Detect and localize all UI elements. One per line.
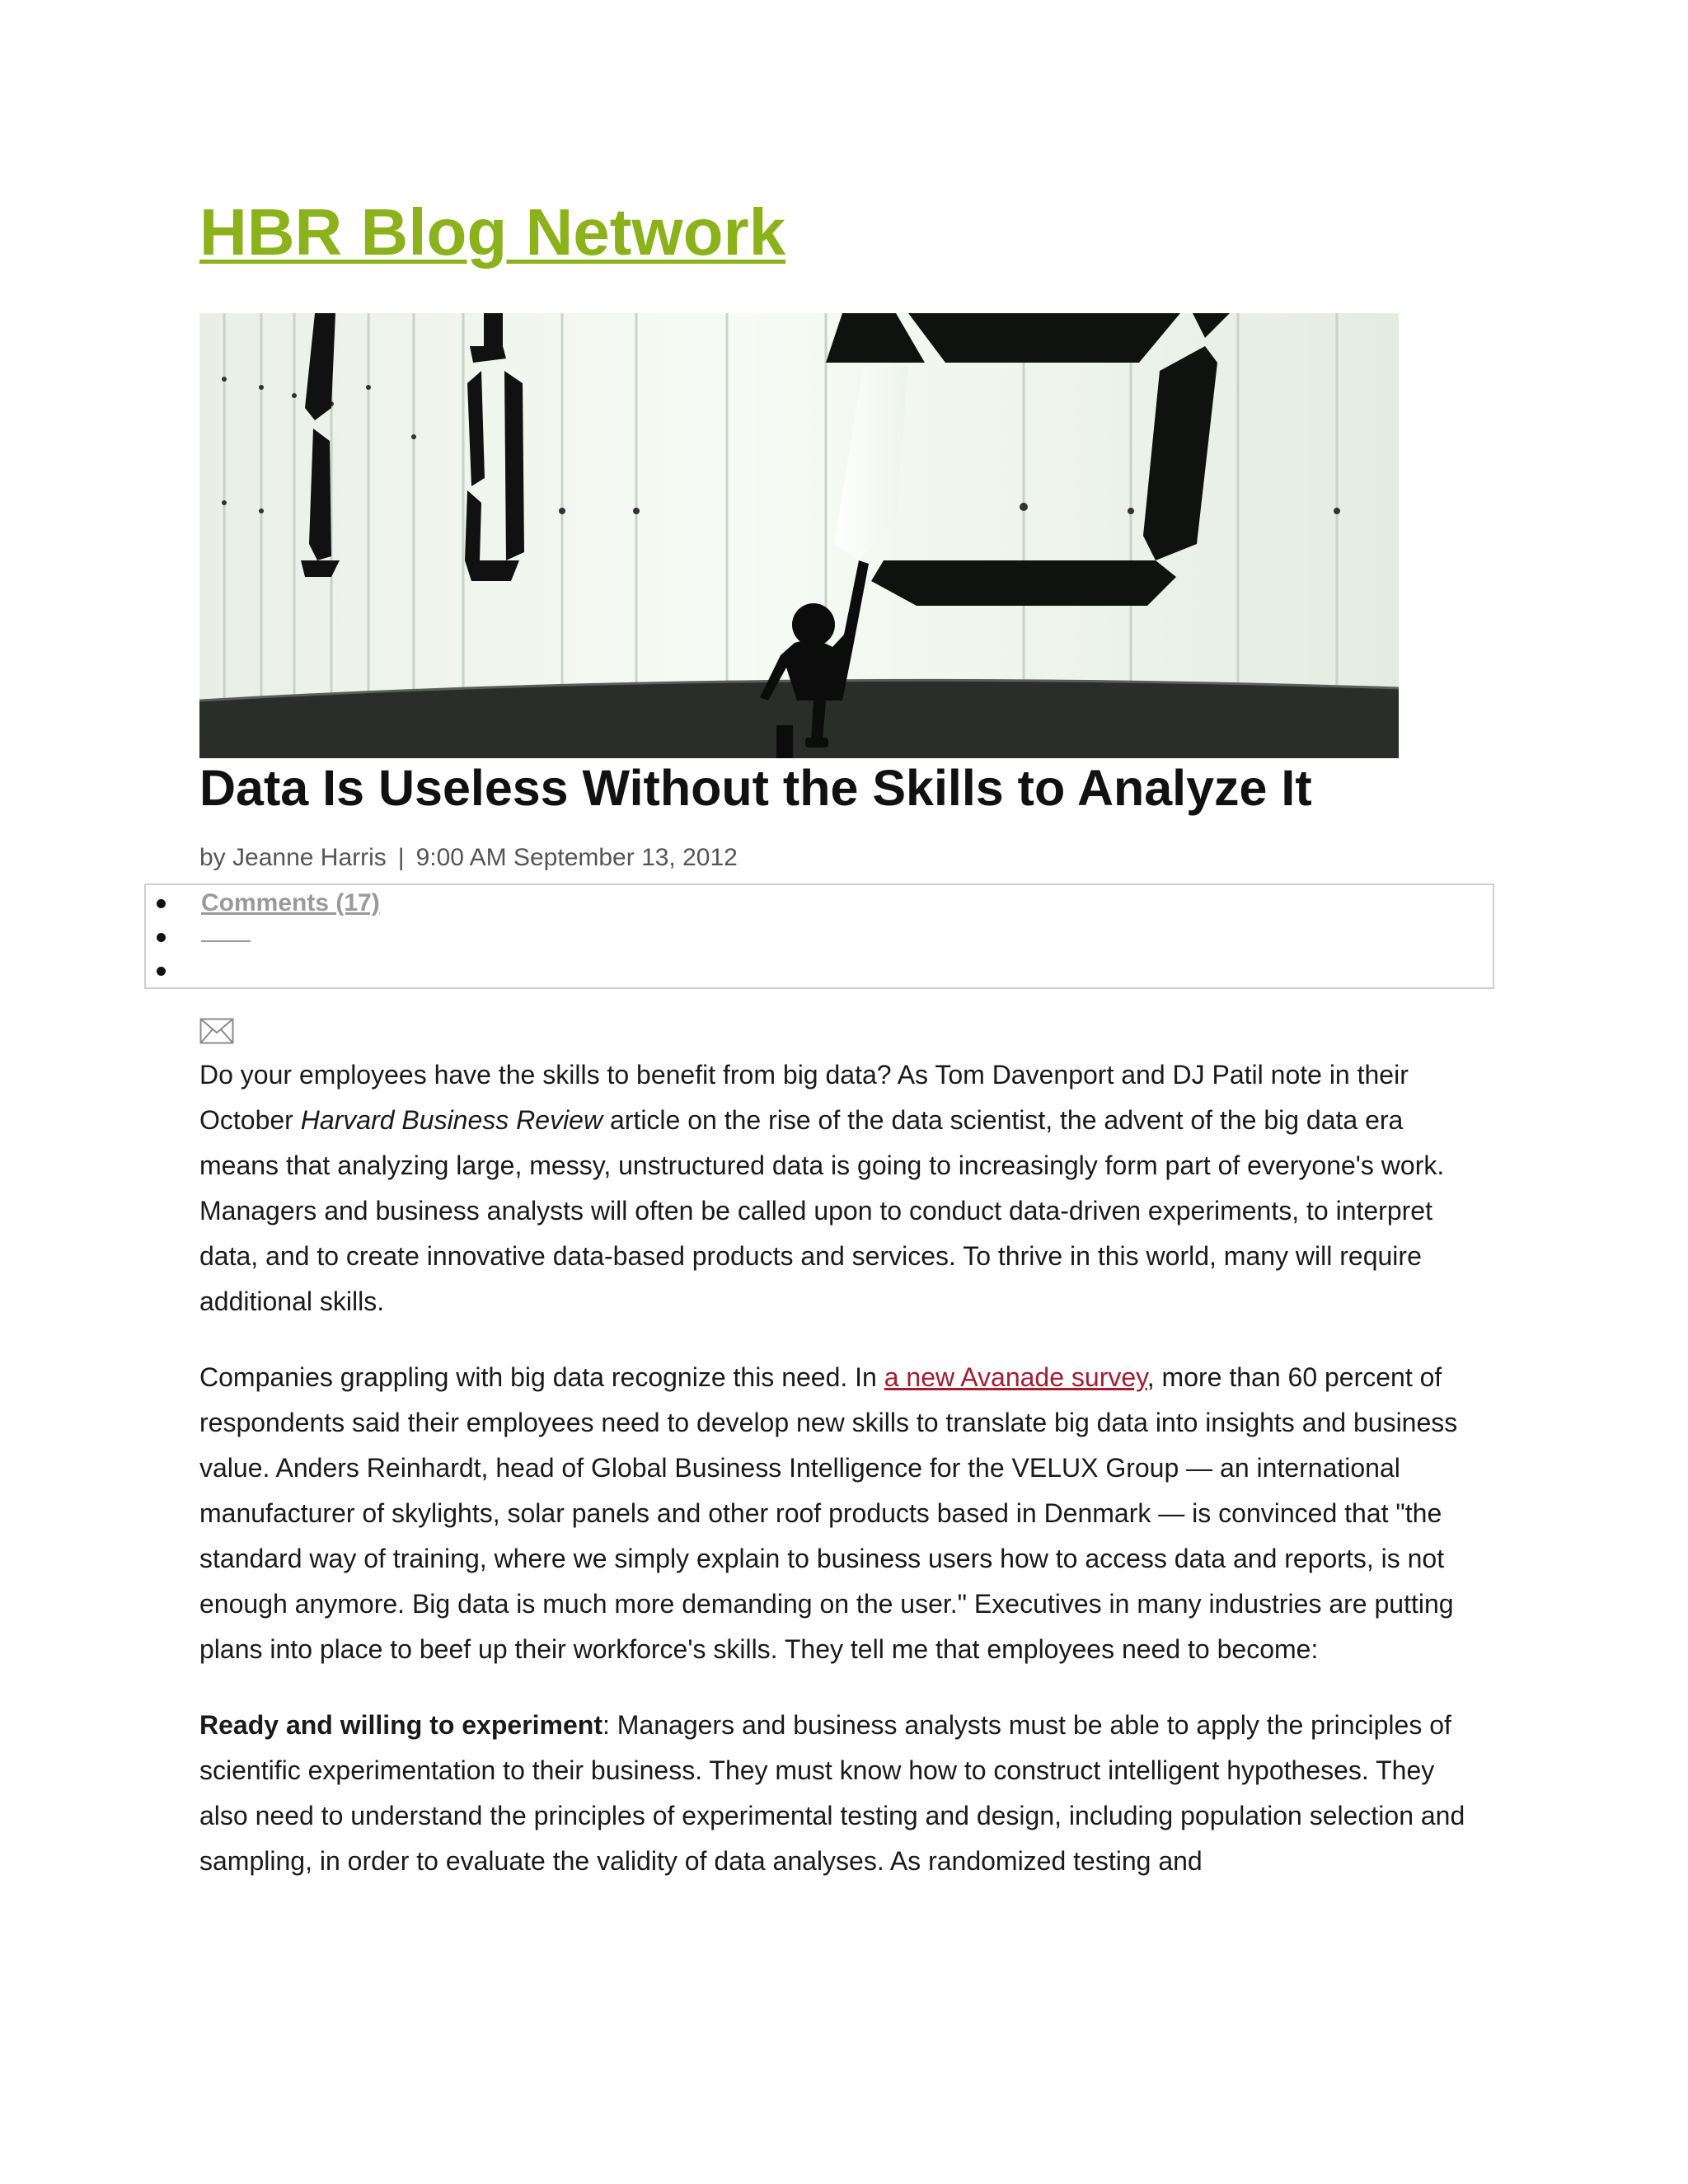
post-datetime: 9:00 AM September 13, 2012 [415, 844, 738, 871]
paragraph-text: : Managers and business analysts must be able to apply the principles of scientific experimentation to their business. They must know how to construct intelligent hypotheses. They also need to understand the principles of experimental testing and design, including population selection and sampling, in order to evaluate the validity of data analyses. As randomized testing and [199, 1710, 1465, 1876]
article-paragraph-3 [199, 1703, 1485, 1884]
paragraph-text: article on the rise of the data scientist, the advent of the big data era means that analyzing large, messy, unstructured data is going to increasingly form part of everyone's work. Managers and business analysts will often be called upon to conduct data-driven experiments, to interpret data, and to create innovative data-based products and services. To thrive in this world, many will require additional skills. [199, 1105, 1445, 1316]
article-body [199, 1052, 1485, 1915]
paragraph-text: Do your employees have the skills to benefit from big data? As Tom Davenport and DJ Patil note in their October [199, 1060, 1409, 1135]
publication-name: Harvard Business Review [300, 1105, 603, 1135]
article-paragraph-1 [199, 1052, 1485, 1324]
post-author: by Jeanne Harris [199, 844, 387, 871]
hero-image [199, 313, 1399, 758]
post-title: Data Is Useless Without the Skills to Analyze It [199, 760, 1312, 816]
share-item-comments [201, 887, 380, 920]
share-item-blank-link [201, 921, 251, 954]
comments-link[interactable]: Comments (17) [201, 889, 380, 916]
byline [199, 844, 738, 872]
paragraph-text: Companies grappling with big data recognize this need. In [199, 1362, 884, 1392]
share-link[interactable] [201, 940, 251, 942]
site-title-link[interactable]: HBR Blog Network [199, 195, 786, 269]
site-title [199, 196, 785, 269]
email-envelope-icon[interactable] [199, 1018, 234, 1044]
article-paragraph-2 [199, 1355, 1485, 1672]
byline-separator: | [397, 844, 405, 871]
section-lead-in: Ready and willing to experiment [199, 1710, 603, 1740]
paragraph-text: , more than 60 percent of respondents said their employees need to develop new skills to translate big data into insights and business value. Anders Reinhardt, head of Global Business Intelligence for the VELUX Group — an international manufacturer of skylights, solar panels and other roof products based in Denmark — is convinced that "the standard way of training, where we simply explain to business users how to access data and reports, is not enough anymore. Big data is much more demanding on the user." Executives in many industries are putting plans into place to beef up their workforce's skills. They tell me that employees need to become: [199, 1362, 1458, 1664]
avanade-survey-link[interactable]: a new Avanade survey [884, 1362, 1147, 1392]
share-toolbar [144, 883, 1494, 989]
